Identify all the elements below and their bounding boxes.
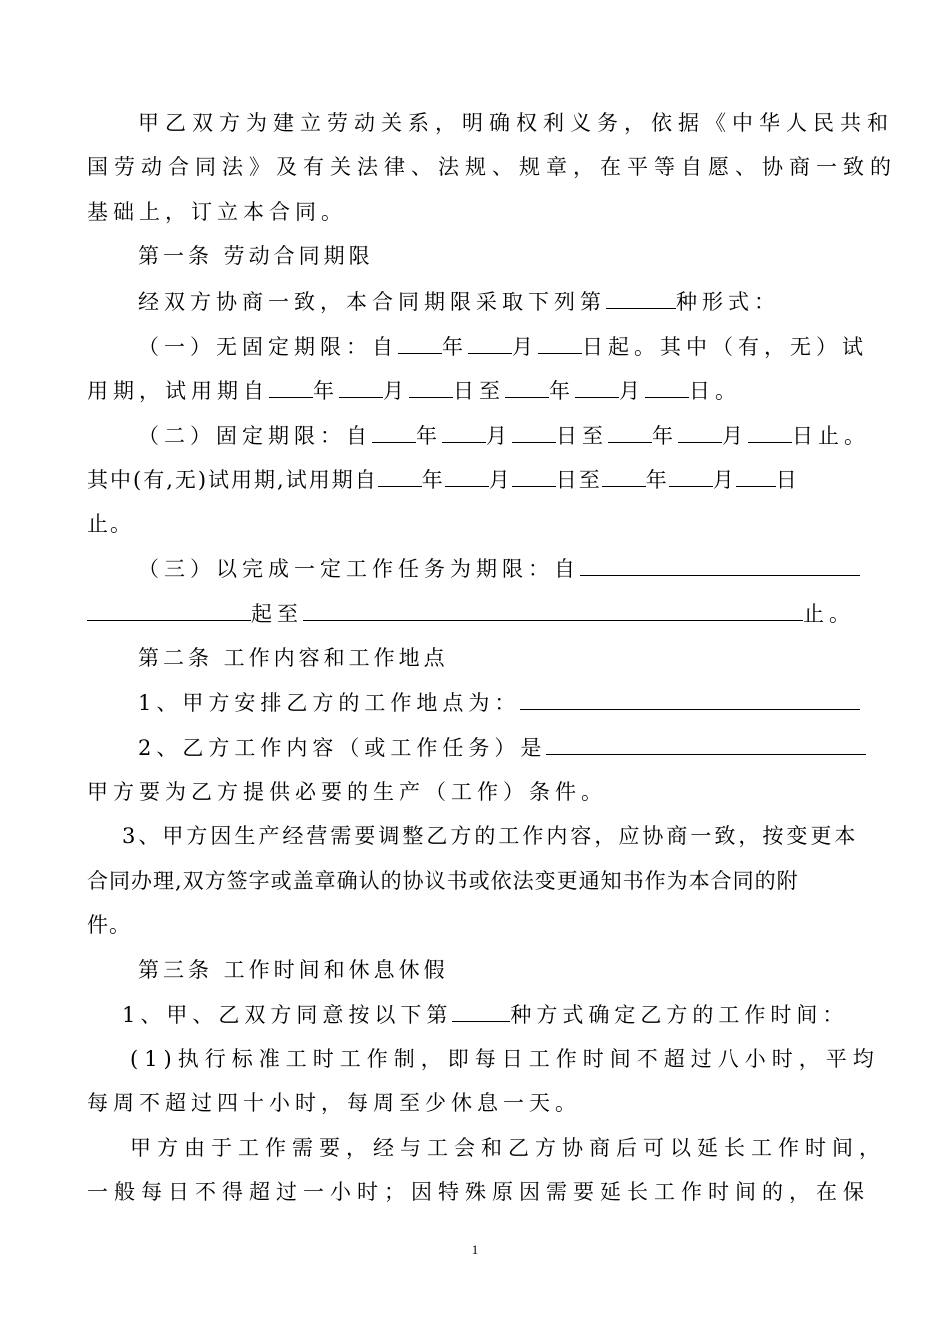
art3-item-1-text: 1、甲、乙双方同意按以下第 xyxy=(122,1003,453,1027)
unit-day: 日。 xyxy=(689,379,741,403)
blank-field[interactable] xyxy=(378,464,422,487)
unit-day: 日 xyxy=(775,468,799,492)
blank-field[interactable] xyxy=(606,286,676,309)
unit-day-to: 日至 xyxy=(556,424,608,448)
unit-month: 月 xyxy=(383,379,409,403)
blank-field[interactable] xyxy=(442,420,486,443)
art1-option-1-line-1 xyxy=(138,331,868,362)
unit-day-to: 日至 xyxy=(453,379,505,403)
blank-field[interactable] xyxy=(372,420,416,443)
blank-field[interactable] xyxy=(409,375,453,398)
blank-field[interactable] xyxy=(575,375,619,398)
intro-line-3: 基础上，订立本合同。 xyxy=(87,200,347,224)
article-1-heading: 第一条 劳动合同期限 xyxy=(138,244,374,268)
art2-item-2-text: 2、乙方工作内容（或工作任务）是 xyxy=(138,736,547,760)
blank-field[interactable] xyxy=(452,999,510,1022)
art3-para-1-line-1: (1)执行标准工时工作制，即每日工作时间不超过八小时，平均 xyxy=(130,1047,880,1071)
art1-option-1-line-2 xyxy=(87,375,741,406)
art1-o1-text: （一）无固定期限：自 xyxy=(138,335,398,359)
art3-para-2-line-2: 一般每日不得超过一小时；因特殊原因需要延长工作时间的，在保 xyxy=(87,1180,870,1204)
unit-year: 年 xyxy=(442,335,468,359)
unit-month: 月 xyxy=(486,424,512,448)
unit-year: 年 xyxy=(421,468,445,492)
unit-year: 年 xyxy=(313,379,339,403)
art1-choose-line xyxy=(138,286,780,317)
art1-o3-end: 止。 xyxy=(803,602,855,626)
unit-month: 月 xyxy=(512,335,538,359)
art2-item-1-text: 1、甲方安排乙方的工作地点为： xyxy=(138,691,521,715)
unit-day-to: 日至 xyxy=(555,468,602,492)
blank-field[interactable] xyxy=(546,732,866,755)
art1-option-2-line-1 xyxy=(138,420,870,451)
unit-day-end: 日止。 xyxy=(792,424,870,448)
blank-field[interactable] xyxy=(736,464,776,487)
art2-item-3-line-1: 3、甲方因生产经营需要调整乙方的工作内容，应协商一致，按变更本 xyxy=(122,824,859,848)
blank-field[interactable] xyxy=(678,420,722,443)
unit-year: 年 xyxy=(416,424,442,448)
page-number: 1 xyxy=(471,1242,479,1257)
article-3-heading: 第三条 工作时间和休息休假 xyxy=(138,958,449,982)
art2-item-3-line-3: 件。 xyxy=(87,913,131,937)
art3-para-1-line-2: 每周不超过四十小时，每周至少休息一天。 xyxy=(87,1091,581,1115)
blank-field[interactable] xyxy=(608,420,652,443)
art1-o3-text-2: 起至 xyxy=(251,602,303,626)
art2-item-1 xyxy=(138,687,860,718)
unit-year: 年 xyxy=(645,468,669,492)
art1-option-2-line-3: 止。 xyxy=(87,512,133,536)
blank-field[interactable] xyxy=(669,464,713,487)
blank-field[interactable] xyxy=(339,375,383,398)
blank-field[interactable] xyxy=(512,420,556,443)
art2-item-2 xyxy=(138,732,866,763)
art3-item-1 xyxy=(122,999,848,1030)
art1-option-3-line-2 xyxy=(87,598,855,629)
blank-field[interactable] xyxy=(303,598,803,621)
intro-line-2: 国劳动合同法》及有关法律、法规、规章，在平等自愿、协商一致的 xyxy=(87,155,897,179)
art1-option-2-line-2 xyxy=(87,464,799,495)
art3-item-1-suffix: 种方式确定乙方的工作时间： xyxy=(510,1003,849,1027)
blank-field[interactable] xyxy=(505,375,549,398)
art1-o3-text: （三）以完成一定工作任务为期限：自 xyxy=(138,557,580,581)
blank-field[interactable] xyxy=(87,598,251,621)
unit-month: 月 xyxy=(619,379,645,403)
blank-field[interactable] xyxy=(269,375,313,398)
blank-field[interactable] xyxy=(445,464,489,487)
blank-field[interactable] xyxy=(468,331,512,354)
art1-o1-text-2: 日起。其中（有，无）试 xyxy=(582,335,868,359)
article-2-heading: 第二条 工作内容和工作地点 xyxy=(138,646,449,670)
blank-field[interactable] xyxy=(748,420,792,443)
blank-field[interactable] xyxy=(398,331,442,354)
art1-o1-text-3: 用期，试用期自 xyxy=(87,379,269,403)
blank-field[interactable] xyxy=(520,687,860,710)
unit-month: 月 xyxy=(488,468,512,492)
art1-o2-text-2: 其中(有,无)试用期,试用期自 xyxy=(87,468,378,492)
blank-field[interactable] xyxy=(645,375,689,398)
art1-o2-text: （二）固定期限：自 xyxy=(138,424,372,448)
unit-year: 年 xyxy=(652,424,678,448)
art1-option-3-line-1 xyxy=(138,553,860,584)
blank-field[interactable] xyxy=(538,331,582,354)
blank-field[interactable] xyxy=(602,464,646,487)
blank-field[interactable] xyxy=(580,553,860,576)
unit-year: 年 xyxy=(549,379,575,403)
intro-line-1: 甲乙双方为建立劳动关系，明确权利义务，依据《中华人民共和 xyxy=(138,111,894,135)
unit-month: 月 xyxy=(712,468,736,492)
blank-field[interactable] xyxy=(512,464,556,487)
art3-para-2-line-1: 甲方由于工作需要，经与工会和乙方协商后可以延长工作时间， xyxy=(130,1136,886,1160)
art1-choose-suffix: 种形式： xyxy=(676,290,780,314)
art1-choose-text: 经双方协商一致，本合同期限采取下列第 xyxy=(138,290,606,314)
art2-item-3-line-2: 合同办理,双方签字或盖章确认的协议书或依法变更通知书作为本合同的附 xyxy=(87,869,799,893)
art2-item-2-line-2: 甲方要为乙方提供必要的生产（工作）条件。 xyxy=(87,780,607,804)
unit-month: 月 xyxy=(722,424,748,448)
